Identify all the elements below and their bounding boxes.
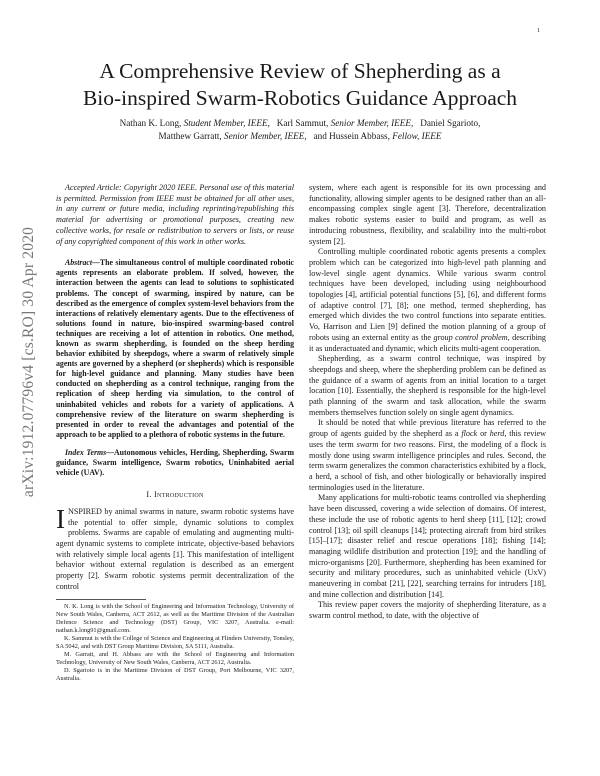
author-1 (120, 118, 270, 128)
text-run: or (477, 429, 490, 439)
title-line-2: Bio-inspired Swarm-Robotics Guidance Approach (82, 86, 518, 110)
footnote: M. Garratt, and H. Abbass are with the School of Engineering and Information Technology, University of New South Wales, Canberra, ACT 2612, Australia. (56, 651, 294, 667)
body-paragraph: Many applications for multi-robotic teams controlled via shepherding have been discussed, covering a wide selection of domains. Of interest, these include the use of robotic agents to herd sheep [11], [12]; crowd control [13]; oil spill cleanups [14]; protecting aircraft from bird strikes [15]–[17]; disaster relief and rescue operations [18]; fishing [14]; managing wildlife distribution and protection [19]; and the handling of micro-organisms [20]. Furthermore, shepherding has been examined for security and military procedures, such as uninhabited vehicle (UxV) maneuvering in combat [21], [22], searching terrains for intruders [18], and mine collection and distribution [14]. (309, 493, 546, 599)
drop-cap: I (56, 503, 65, 534)
index-terms-text: —Autonomous vehicles, Herding, Shepherding, Swarm guidance, Swarm intelligence, Swarm robotics, Uninhabited aerial vehicle (UAV). (56, 447, 294, 478)
arxiv-stamp (16, 152, 42, 572)
emphasis: group control problem (433, 332, 508, 342)
page-number: 1 (537, 28, 540, 34)
intro-text: by animal swarms in nature, swarm robotic systems have the potential to offer simple, dynamic solutions to complex problems. Swarms are capable of emulating and augmenting multi-agent dynamic systems to complete intricate, objective-based behaviors with relatively simple local agents [1]. This manifestation of intelligent behavior without external regulation is described as an emergent property [2]. Swarm robotic systems permit decentralization of the control (56, 506, 294, 591)
author-name: and Hussein Abbass, (313, 131, 390, 141)
author-list (40, 117, 560, 143)
footnote: K. Sammut is with the College of Science and Engineering at Flinders University, Tonsley, SA 5042, and with DST Group Maritime Division, SA 5111, Australia. (56, 634, 294, 650)
author-name: Nathan K. Long, (119, 118, 182, 128)
intro-paragraph (56, 503, 294, 593)
title-line-1: A Comprehensive Review of Shepherding as a (99, 59, 501, 83)
intro-caps: NSPIRED (68, 506, 102, 516)
body-paragraph (309, 418, 546, 493)
section-heading-introduction: I. Introduction (146, 490, 204, 500)
author-3 (420, 118, 480, 128)
author-role: Senior Member, IEEE, (330, 118, 414, 128)
footnote: D. Sgarioto is in the Maritime Division of DST Group, Port Melbourne, VIC 3207, Australia. (56, 667, 294, 683)
abstract (56, 258, 294, 440)
emphasis: herd (489, 429, 505, 439)
author-role: Student Member, IEEE, (183, 118, 270, 128)
index-terms (56, 448, 294, 478)
arxiv-stamp-text: arXiv:1912.07796v4 [cs.RO] 30 Apr 2020 (20, 226, 37, 498)
author-name: Daniel Sgarioto, (420, 118, 481, 128)
body-paragraph (309, 247, 546, 354)
author-5 (314, 131, 442, 141)
emphasis: flock (461, 429, 478, 439)
footnote: N. K. Long is with the School of Engineering and Information Technology, University of New South Wales, Canberra, ACT 2612, as well as the Maritime Division of the Australian Defence Science and Technology (DST) Group, VIC 3207, Australia. e-mail: nathan.k.long91@gmail.com. (56, 602, 294, 634)
text-run: It should be noted that while previous literature has referred to the group of agents guided by the shepherd as a (309, 418, 546, 439)
body-paragraph: This review paper covers the majority of shepherding literature, as a swarm control method, to date, with the objective of (309, 600, 546, 621)
text-run: Controlling multiple coordinated robotic agents presents a complex problem which can be categorized into high-level path planning and low-level single agent dynamics. While various swarm control techniques have been developed, including using neighbourhood topologies [4], artificial potential functions [5], [6], and different forms of adaptive control [7], [8]; one method, termed shepherding, has emerged which divides the two control functions into separate entities. Vo, Harrison and Lien [9] defined the motion planning of a group of robots using an external entity as the (309, 247, 546, 342)
abstract-text: —The simultaneous control of multiple coordinated robotic agents represents an elaborate problem. If solved, however, the interaction between the agents can lead to solutions to sophisticated problems. The concept of swarming, inspired by nature, can be described as the emergence of complex system-level behaviors from the interactions of relatively elementary agents. Due to the effectiveness of solutions found in nature, bio-inspired swarming-based control techniques are receiving a lot of attention in robotics. One method, known as swarm shepherding, is founded on the sheep herding behavior exhibited by sheepdogs, where a swarm of relatively simple agents are governed by a shepherd (or shepherds) which is responsible for high-level guidance and planning. Many studies have been conducted on shepherding as a control technique, ranging from the replication of sheep herding via simulation, to the control of uninhabited vehicles and robots for a variety of applications. A comprehensive review of the literature on swarm shepherding is presented in order to reveal the advantages and potential of the approach to be applied to a plethora of robotic systems in the future. (56, 258, 294, 439)
body-paragraph: system, where each agent is responsible for its own processing and functionality, allowing simpler agents to be designed rather than an all-encompassing complex single agent [3]. Therefore, decentralization makes robotic systems easier to build and program, as well as introducing robustness, flexibility, and scalability into the multi-robot system [2]. (309, 183, 546, 246)
footnote-divider (56, 599, 146, 600)
text-run: for two reasons. First, the modeling of a flock is mostly done using swarm intelligence principles and rules. Second, the term swarm generalizes the common characteristics exhibited by a flock, a herd, a school of fish, and other biologically or behaviorally inspired terminologies used in the literature. (309, 439, 546, 492)
text-run: , this review uses the term (309, 429, 546, 449)
footnotes (56, 603, 294, 684)
author-role: Senior Member, IEEE, (224, 131, 307, 141)
body-paragraph: Shepherding, as a swarm control technique, was inspired by sheepdogs and sheep, where the shepherding problem can be defined as the guidance of a swarm of agents from an initial location to a target location [10]. Essentially, the shepherd is responsible for the high-level path planning of the swarm and task allocation, while the swarm members themselves function solely on single agent dynamics. (309, 354, 546, 417)
right-column (309, 183, 546, 622)
index-terms-label: Index Terms (65, 447, 107, 457)
author-2 (277, 118, 414, 128)
emphasis: swarm (356, 439, 379, 449)
author-4 (158, 131, 306, 141)
author-name: Karl Sammut, (276, 118, 329, 128)
copyright-notice: Accepted Article: Copyright 2020 IEEE. Personal use of this material is permitted. Permission from IEEE must be obtained for all other uses, in any current or future media, including reprinting/republishing this material for advertising or promotional purposes, creating new collective works, for resale or redistribution to servers or lists, or reuse of any copyrighted component of this work in other works. (56, 183, 294, 246)
left-column (56, 183, 294, 683)
text-run: , describing it as underactuated and dynamic, which elicits multi-agent cooperation. (309, 332, 546, 353)
paper-title (40, 58, 560, 112)
author-role: Fellow, IEEE (392, 131, 442, 141)
abstract-label: Abstract (65, 258, 93, 268)
author-name: Matthew Garratt, (158, 131, 222, 141)
